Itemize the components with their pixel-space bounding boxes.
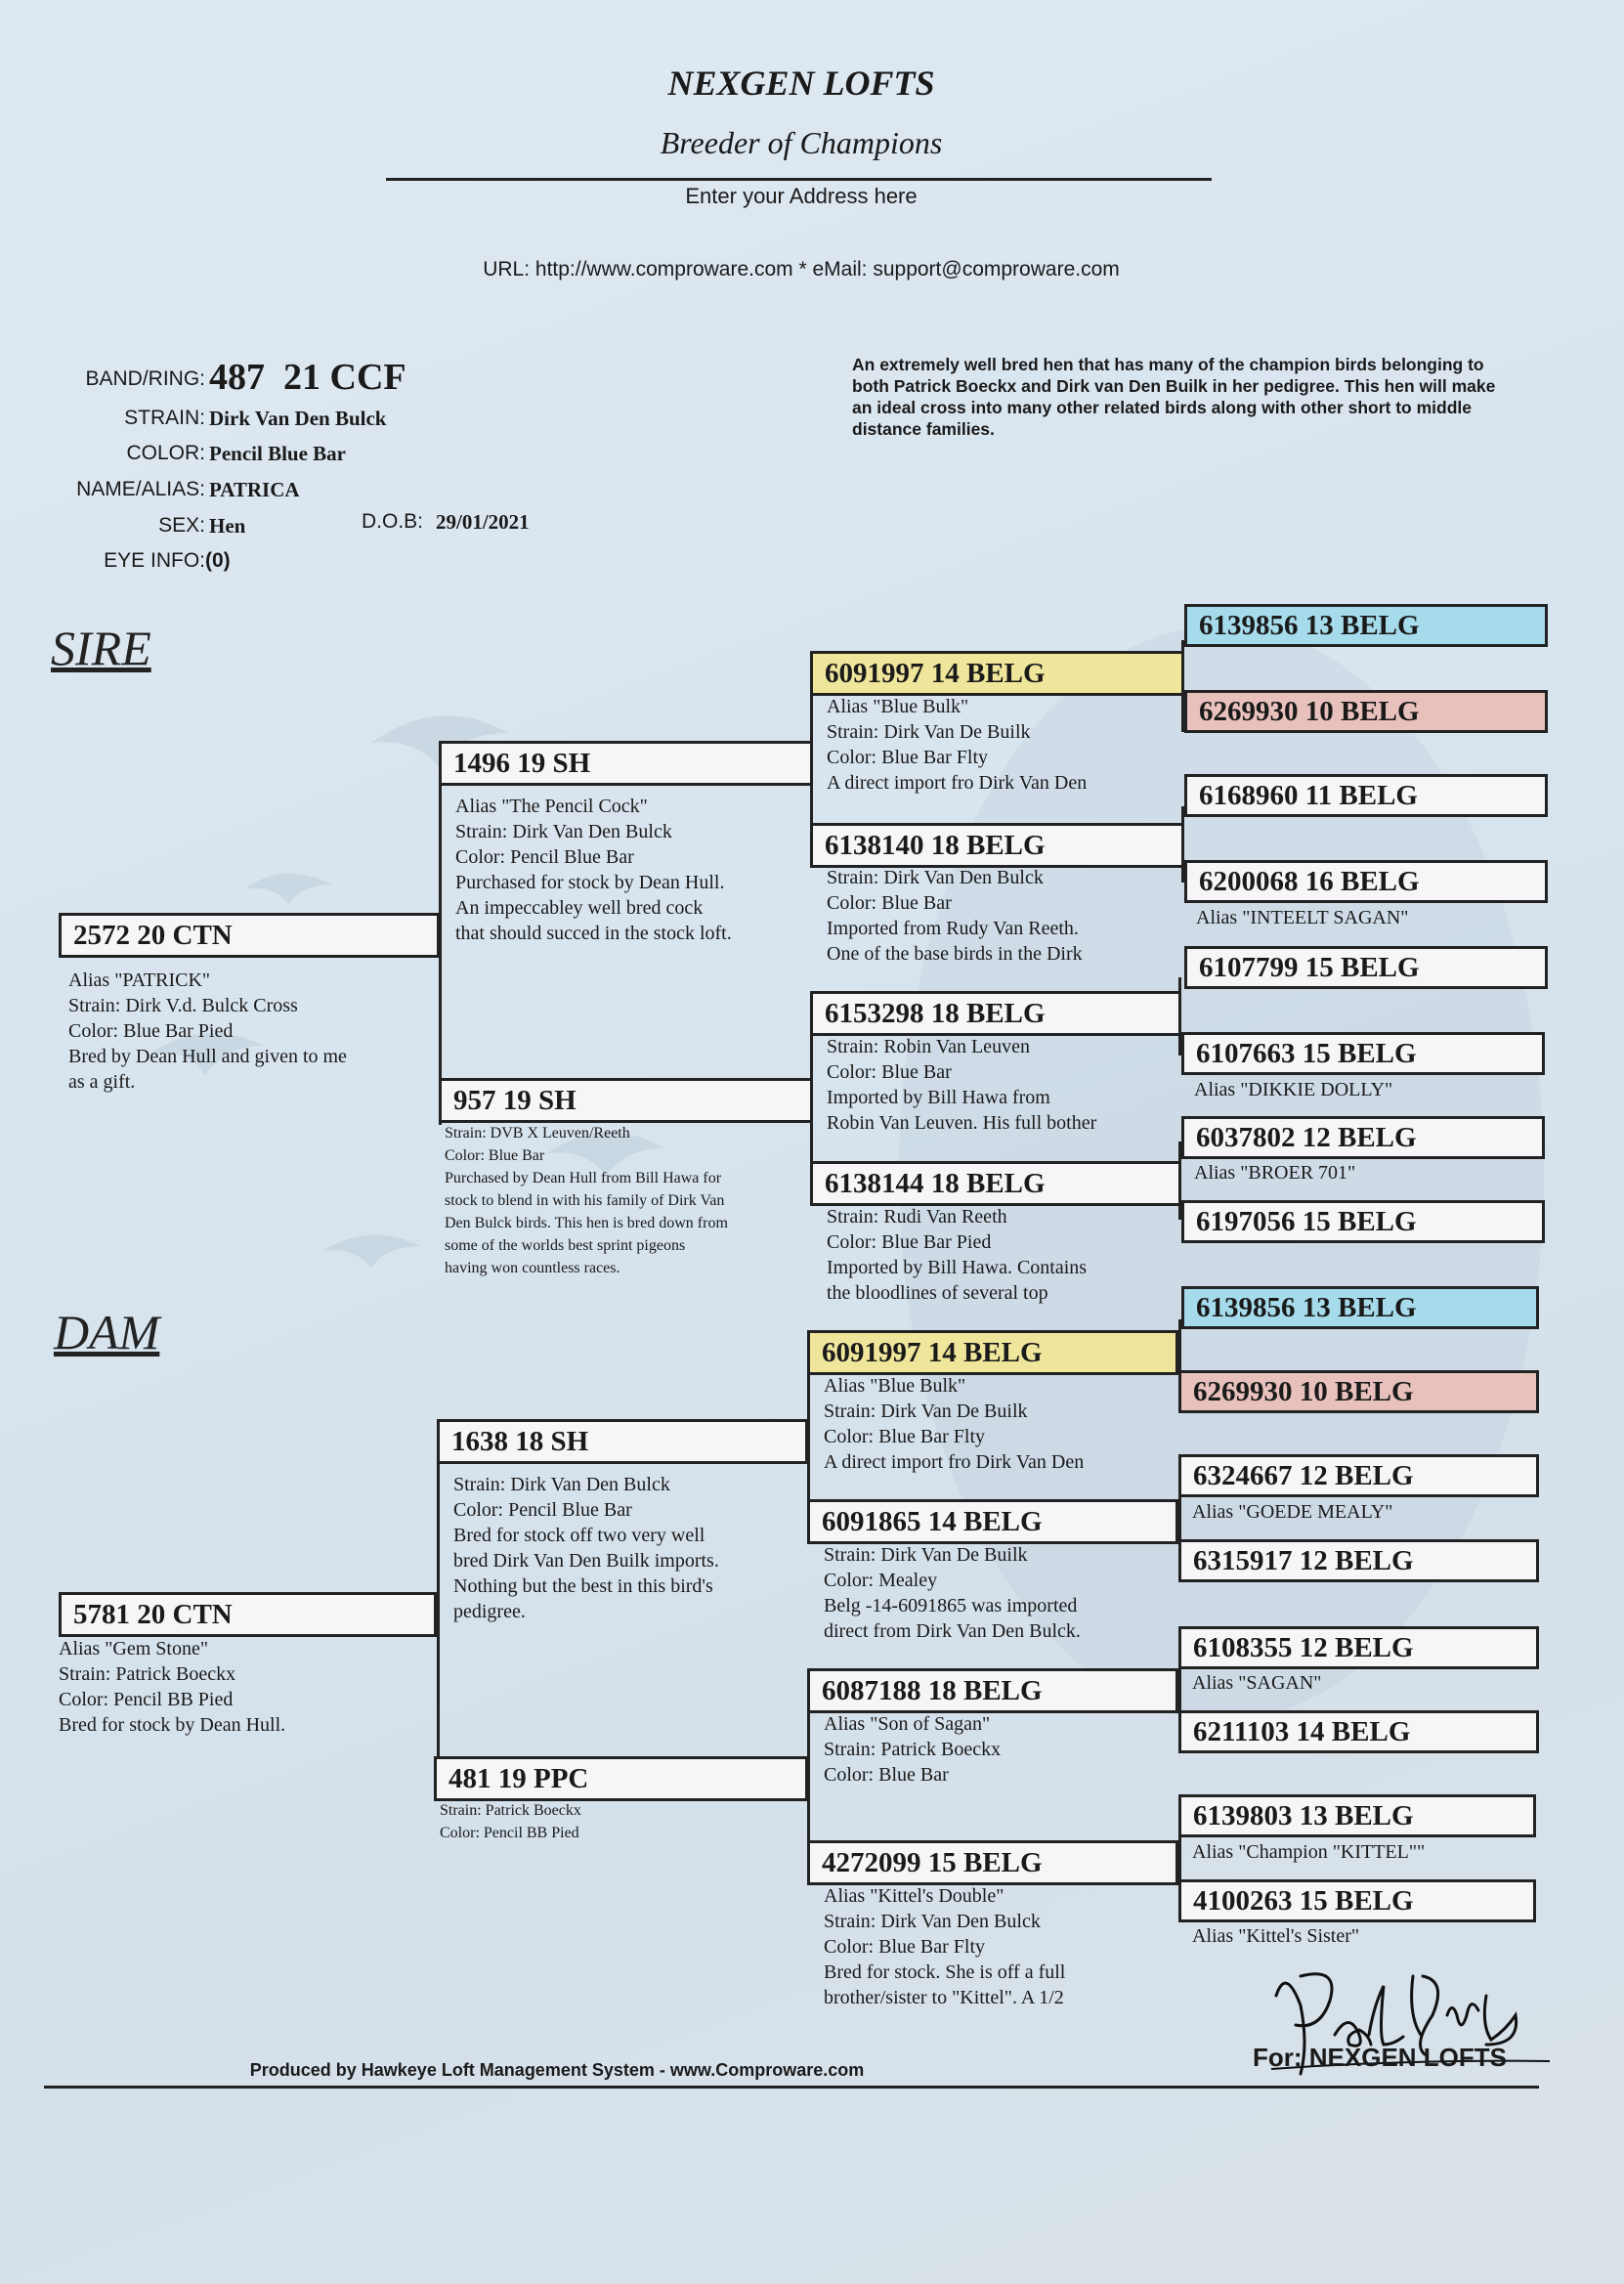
signature-image — [1266, 1957, 1550, 2103]
sire-sire-sire-info: Alias "Blue Bulk" Strain: Dirk Van De Builk Color: Blue Bar Flty A direct import fro Dirk Van Den — [827, 696, 1088, 794]
dam-info: Alias "Gem Stone" Strain: Patrick Boeckx Color: Pencil BB Pied Bred for stock by Dean Hull. — [59, 1638, 286, 1736]
sire-g4-4-alias: Alias "INTEELT SAGAN" — [1196, 907, 1409, 928]
sex-label: SEX: — [158, 514, 205, 537]
dam-sire-dam-ring[interactable]: 6091865 14 BELG — [807, 1499, 1178, 1544]
dam-g4-3-alias: Alias "GOEDE MEALY" — [1192, 1501, 1393, 1523]
dam-g4-8-ring[interactable]: 4100263 15 BELG — [1178, 1879, 1536, 1922]
sire-info: Alias "PATRICK" Strain: Dirk V.d. Bulck Cross Color: Blue Bar Pied Bred by Dean Hull and given to me as a gift. — [68, 970, 347, 1093]
dam-g4-3-ring[interactable]: 6324667 12 BELG — [1178, 1454, 1539, 1497]
dam-dam-dam-info: Alias "Kittel's Double" Strain: Dirk Van Den Bulck Color: Blue Bar Flty Bred for stock. She is off a full brother/sister to "Kittel". A 1/2 — [824, 1885, 1066, 2008]
dam-g4-1-ring[interactable]: 6139856 13 BELG — [1181, 1286, 1539, 1329]
sire-g4-7-ring[interactable]: 6037802 12 BELG — [1181, 1116, 1545, 1159]
dam-sire-dam-info: Strain: Dirk Van De Builk Color: Mealey Belg -14-6091865 was imported direct from Dirk Van Den Bulck. — [824, 1544, 1081, 1642]
sire-sire-dam-info: Strain: Dirk Van Den Bulck Color: Blue Bar Imported from Rudy Van Reeth. One of the base birds in the Dirk — [827, 867, 1083, 965]
dam-g4-8-alias: Alias "Kittel's Sister" — [1192, 1925, 1360, 1947]
dam-g4-6-ring[interactable]: 6211103 14 BELG — [1178, 1710, 1539, 1753]
dam-g4-4-ring[interactable]: 6315917 12 BELG — [1178, 1539, 1539, 1582]
dam-dam-sire-ring[interactable]: 6087188 18 BELG — [807, 1668, 1178, 1713]
strain-value: Dirk Van Den Bulck — [209, 407, 387, 430]
sire-g4-4-ring[interactable]: 6200068 16 BELG — [1184, 860, 1548, 903]
dam-g4-7-alias: Alias "Champion "KITTEL"" — [1192, 1841, 1426, 1863]
dam-section-title: DAM — [54, 1305, 160, 1359]
sire-dam-ring[interactable]: 957 19 SH — [439, 1078, 813, 1123]
sex-value: Hen — [209, 514, 246, 538]
dam-g4-2-ring[interactable]: 6269930 10 BELG — [1178, 1370, 1539, 1413]
signature-for-label: For: NEXGEN LOFTS — [1253, 2043, 1507, 2072]
loft-subtitle: Breeder of Champions — [660, 125, 943, 160]
sire-dam-info: Strain: DVB X Leuven/Reeth Color: Blue Bar Purchased by Dean Hull from Bill Hawa for stock to blend in with his family of Dirk Van Den Bulck birds. This hen is bred down from some of the worlds best sprint pigeons having won countless races. — [445, 1125, 728, 1276]
sire-g4-3-ring[interactable]: 6168960 11 BELG — [1184, 774, 1548, 817]
sire-dam-sire-info: Strain: Robin Van Leuven Color: Blue Bar Imported by Bill Hawa from Robin Van Leuven. His full bother — [827, 1036, 1097, 1134]
band-value: 487 21 CCF — [209, 357, 406, 398]
dam-sire-sire-info: Alias "Blue Bulk" Strain: Dirk Van De Builk Color: Blue Bar Flty A direct import fro Dirk Van Den — [824, 1375, 1085, 1473]
dob-label: D.O.B: — [362, 510, 424, 533]
loft-address: Enter your Address here — [685, 184, 918, 208]
eye-value: (0) — [205, 549, 231, 572]
dam-g4-7-ring[interactable]: 6139803 13 BELG — [1178, 1794, 1536, 1837]
dam-dam-info: Strain: Patrick Boeckx Color: Pencil BB Pied — [440, 1802, 581, 1841]
dam-sire-sire-ring[interactable]: 6091997 14 BELG — [807, 1330, 1178, 1375]
sire-g4-5-ring[interactable]: 6107799 15 BELG — [1184, 946, 1548, 989]
footer-rule — [44, 2086, 1539, 2089]
sire-g4-6-ring[interactable]: 6107663 15 BELG — [1181, 1032, 1545, 1075]
eye-label: EYE INFO: — [104, 549, 205, 572]
dam-ring[interactable]: 5781 20 CTN — [59, 1592, 437, 1637]
bird-description: An extremely well bred hen that has many of the champion birds belonging to both Patrick Boeckx and Dirk van Den Builk in her pedigree. This hen will make an ideal cross into many other related birds along with other short to middle distance families. — [852, 355, 1496, 439]
dam-dam-sire-info: Alias "Son of Sagan" Strain: Patrick Boeckx Color: Blue Bar — [824, 1713, 1002, 1786]
dob-value: 29/01/2021 — [436, 510, 530, 534]
sire-sire-info: Alias "The Pencil Cock" Strain: Dirk Van Den Bulck Color: Pencil Blue Bar Purchased for stock by Dean Hull. An impeccabley well bred cock that should succed in the stock loft. — [455, 796, 732, 944]
sire-g4-7-alias: Alias "BROER 701" — [1194, 1162, 1356, 1184]
dam-g4-5-alias: Alias "SAGAN" — [1192, 1672, 1322, 1694]
loft-contact: URL: http://www.comproware.com * eMail: support@comproware.com — [483, 258, 1120, 280]
dam-sire-info: Strain: Dirk Van Den Bulck Color: Pencil Blue Bar Bred for stock off two very well bred Dirk Van Den Builk imports. Nothing but the best in this bird's pedigree. — [453, 1474, 719, 1622]
sire-sire-ring[interactable]: 1496 19 SH — [439, 741, 813, 786]
footer-produced-by: Produced by Hawkeye Loft Management System - www.Comproware.com — [249, 2060, 865, 2080]
sire-g4-2-ring[interactable]: 6269930 10 BELG — [1184, 690, 1548, 733]
name-value: PATRICA — [209, 478, 300, 501]
sire-sire-sire-ring[interactable]: 6091997 14 BELG — [810, 651, 1184, 696]
sire-sire-dam-ring[interactable]: 6138140 18 BELG — [810, 823, 1184, 868]
sire-g4-6-alias: Alias "DIKKIE DOLLY" — [1194, 1079, 1393, 1100]
sire-g4-8-ring[interactable]: 6197056 15 BELG — [1181, 1200, 1545, 1243]
dam-g4-5-ring[interactable]: 6108355 12 BELG — [1178, 1626, 1539, 1669]
sire-section-title: SIRE — [51, 621, 151, 675]
band-label: BAND/RING: — [85, 367, 205, 390]
dam-sire-ring[interactable]: 1638 18 SH — [437, 1419, 808, 1464]
sire-dam-dam-ring[interactable]: 6138144 18 BELG — [810, 1161, 1181, 1206]
loft-title: NEXGEN LOFTS — [667, 64, 935, 103]
sire-ring[interactable]: 2572 20 CTN — [59, 913, 440, 958]
color-value: Pencil Blue Bar — [209, 442, 346, 465]
dam-dam-dam-ring[interactable]: 4272099 15 BELG — [807, 1840, 1178, 1885]
strain-label: STRAIN: — [124, 407, 205, 429]
header-rule — [386, 178, 1212, 181]
sire-g4-1-ring[interactable]: 6139856 13 BELG — [1184, 604, 1548, 647]
color-label: COLOR: — [126, 442, 205, 464]
sire-dam-dam-info: Strain: Rudi Van Reeth Color: Blue Bar Pied Imported by Bill Hawa. Contains the bloodlines of several top — [827, 1206, 1088, 1304]
name-label: NAME/ALIAS: — [76, 478, 205, 500]
dam-dam-ring[interactable]: 481 19 PPC — [434, 1756, 808, 1801]
sire-dam-sire-ring[interactable]: 6153298 18 BELG — [810, 991, 1181, 1036]
